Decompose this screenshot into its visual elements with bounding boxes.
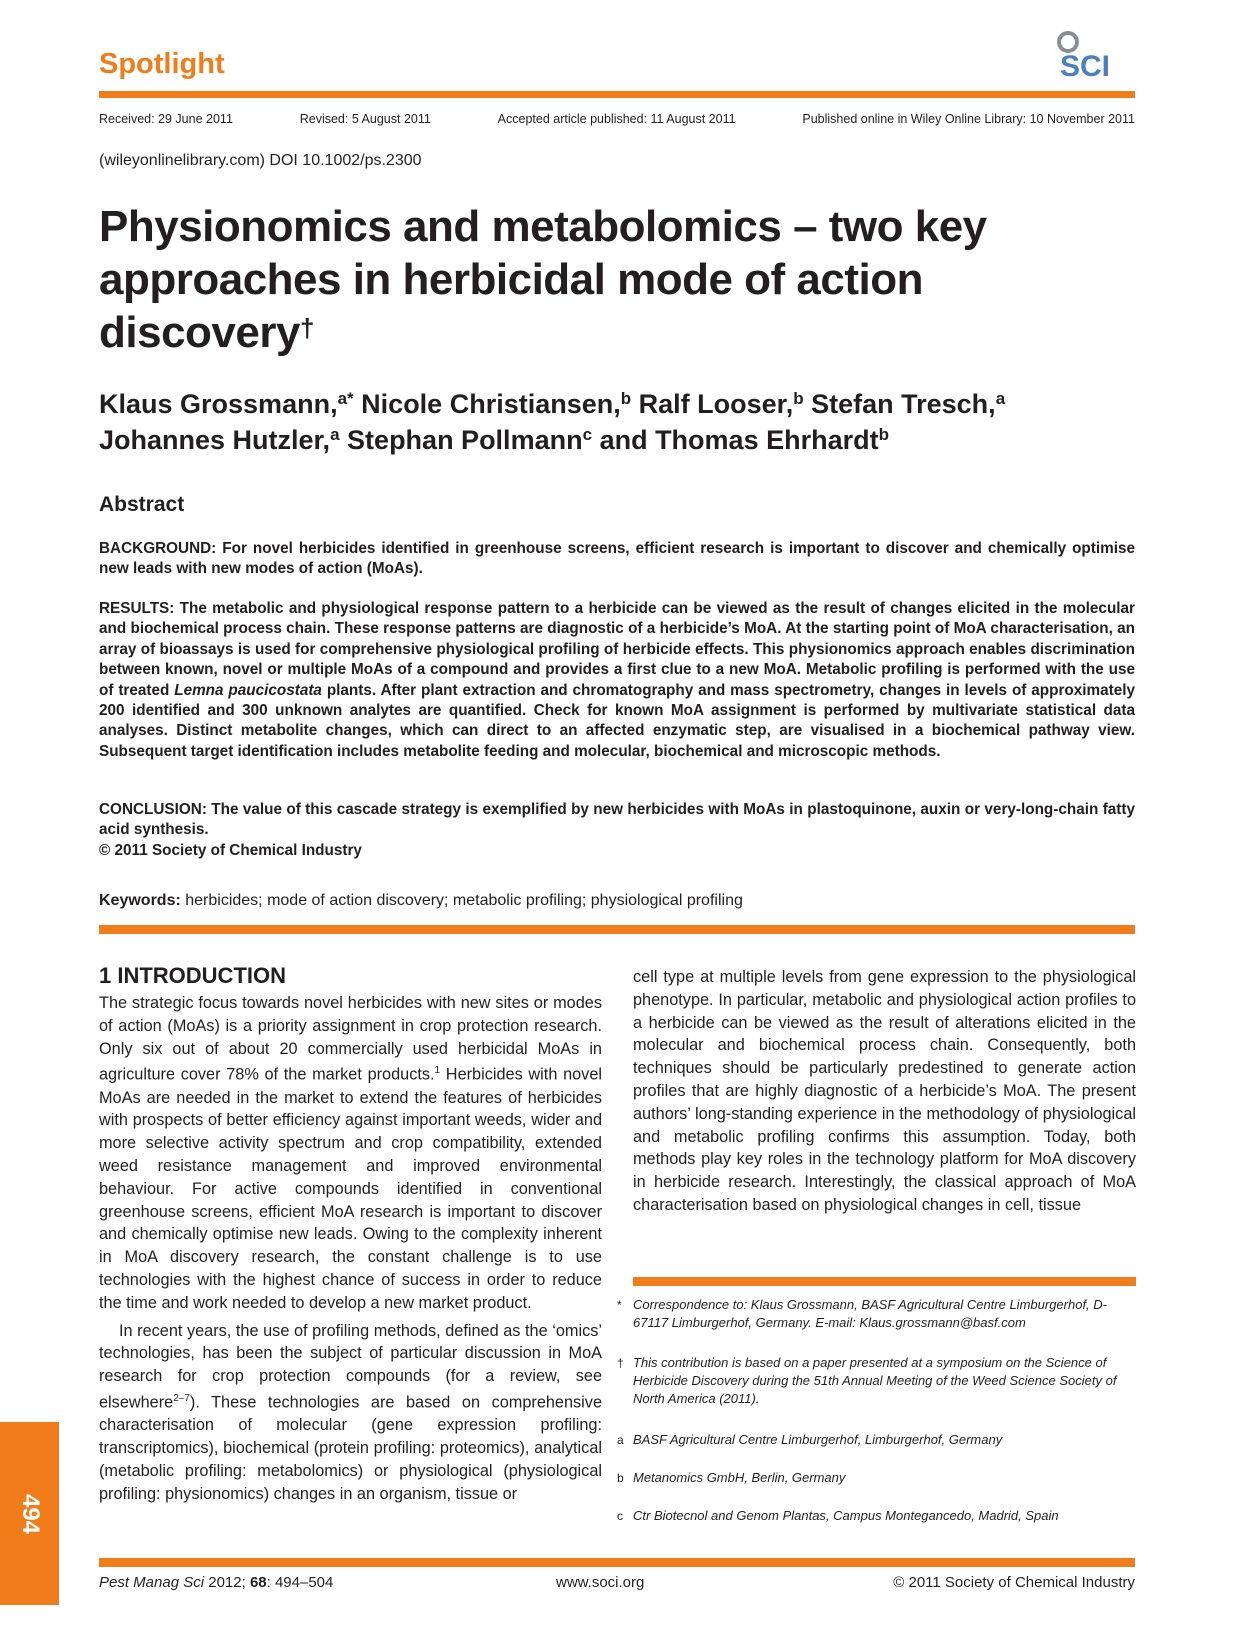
author-name: Ralf Looser, bbox=[638, 389, 794, 419]
footnote: * Correspondence to: Klaus Grossmann, BASF Agricultural Centre Limburgerhof, D-67117 Limburgerhof, Germany. E-mail: Klaus.grossmann@basf.com bbox=[617, 1297, 1107, 1330]
accepted-date: Accepted article published: 11 August 2011 bbox=[497, 112, 736, 126]
revised-date: Revised: 5 August 2011 bbox=[299, 112, 431, 126]
article-dates bbox=[99, 112, 1135, 126]
keywords-label: Keywords: bbox=[99, 892, 181, 909]
published-date: Published online in Wiley Online Library: 10 November 2011 bbox=[802, 112, 1135, 126]
author-name: Stefan Tresch, bbox=[811, 389, 996, 419]
journal-website[interactable]: www.soci.org bbox=[556, 1574, 645, 1591]
title-text: Physionomics and metabolomics – two key approaches in herbicidal mode of action discovery bbox=[99, 202, 987, 357]
paragraph: The strategic focus towards novel herbicides with new sites or modes of action (MoAs) is a priority assignment in crop protection research. Only six out of about 20 commercially used herbicidal MoAs in agriculture cover 78% of the market products.$^1$ Herbicides with novel MoAs are needed in the market to extend the features of herbicides with prospects of better efficiency against important weeds, wider and more selective activity spectrum and crop compatibility, extended weed resistance management and improved environmental behaviour. For active compounds identified in conventional greenhouse screens, efficient MoA research is important to discover and chemically optimise new leads. Owing to the complexity inherent in MoA discovery research, the constant challenge is to use technologies with the highest chance of success in order to reduce the time and work needed to develop a new market product. bbox=[99, 994, 602, 1312]
abstract-background: BACKGROUND: For novel herbicides identified in greenhouse screens, efficient research is important to discover and chemically optimise new leads with new modes of action (MoAs). bbox=[99, 540, 1135, 578]
sci-logo-text: SCI bbox=[1060, 50, 1111, 82]
section-label: Spotlight bbox=[99, 48, 225, 80]
page-number-tab bbox=[0, 1422, 59, 1605]
author-name: Klaus Grossmann, bbox=[99, 389, 338, 419]
abstract-results: RESULTS: The metabolic and physiological response pattern to a herbicide can be viewed as the result of changes elicited in the molecular and biochemical process chain. These response patterns are diagnostic of a herbicide’s MoA. At the starting point of MoA characterisation, an array of bioassays is used for comprehensive physiological profiling of herbicide effects. This physionomics approach enables discrimination between known, novel or multiple MoAs of a compound and provides a first clue to a new MoA. Metabolic profiling is performed with the use of treated Lemna paucicostata plants. After plant extraction and chromatography and mass spectrometry, changes in levels of approximately 200 identified and 300 unknown analytes are quantified. Check for known MoA assignment is performed by multivariate statistical data analyses. Distinct metabolite changes, which can direct to an affected enzymatic step, are visualised in a biochemical pathway view. Subsequent target identification includes metabolite feeding and molecular, biochemical and microscopic methods. bbox=[99, 600, 1135, 760]
title-dagger: † bbox=[299, 313, 314, 343]
affiliation: a BASF Agricultural Centre Limburgerhof, Limburgerhof, Germany bbox=[617, 1432, 1003, 1447]
footer-rule bbox=[99, 1558, 1135, 1567]
article-title bbox=[99, 200, 1099, 359]
reference[interactable]: 1 bbox=[434, 1065, 441, 1077]
author-name: and Thomas Ehrhardt bbox=[599, 425, 879, 455]
affiliation: b Metanomics GmbH, Berlin, Germany bbox=[617, 1470, 846, 1485]
paragraph: cell type at multiple levels from gene expression to the physiological phenotype. In particular, metabolic and physiological action profiles to a herbicide can be viewed as the result of alterations elicited in the molecular and biochemical process chain. Consequently, both techniques should be particularly predestined to generate action profiles that are highly diagnostic of a herbicide’s MoA. The present authors’ long-standing experience in the methodology of physiological and metabolic profiling confirms this assumption. Today, both methods play key roles in the technology platform for MoA discovery in herbicide research. Interestingly, the classical approach of MoA characterisation based on physiological changes in cell, tissue bbox=[633, 968, 1136, 1214]
intro-column-left bbox=[99, 962, 602, 1505]
author-name: Nicole Christiansen, bbox=[361, 389, 621, 419]
reference[interactable]: 2–7 bbox=[173, 1392, 190, 1404]
abstract-copyright: © 2011 Society of Chemical Industry bbox=[99, 841, 362, 859]
footnote-rule bbox=[633, 1277, 1136, 1286]
doi[interactable]: (wileyonlinelibrary.com) DOI 10.1002/ps.2300 bbox=[99, 152, 422, 169]
keywords bbox=[99, 892, 743, 910]
footnote: † This contribution is based on a paper presented at a symposium on the Science of Herbicide Discovery during the 51th Annual Meeting of the Weed Science Society of North America (2011). bbox=[617, 1355, 1117, 1406]
section-heading: 1 INTRODUCTION bbox=[99, 963, 286, 988]
author-name: Johannes Hutzler, bbox=[99, 425, 331, 455]
journal-citation: Pest Manag Sci 2012; 68: 494–504 bbox=[99, 1574, 334, 1591]
footer-copyright: © 2011 Society of Chemical Industry bbox=[893, 1574, 1135, 1591]
intro-column-right bbox=[633, 966, 1136, 1217]
page-number: 494 bbox=[17, 1493, 44, 1535]
header-rule bbox=[99, 91, 1135, 98]
abstract-conclusion: CONCLUSION: The value of this cascade strategy is exemplified by new herbicides with MoAs in plastoquinone, auxin or very-long-chain fatty acid synthesis. © 2011 Society of Chemical Industry bbox=[99, 800, 1135, 861]
sci-logo bbox=[1050, 30, 1140, 82]
author-list: Klaus Grossmann,$^{a*}$ Nicole Christiansen,$^b$ Ralf Looser,$^b$ Stefan Tresch,$^a$ Johannes Hutzler,$^a$ Stephan Pollmann$^c$ and Thomas Ehrhardt$^b$ bbox=[99, 389, 1006, 455]
keywords-text: herbicides; mode of action discovery; metabolic profiling; physiological profiling bbox=[180, 892, 743, 909]
affiliation: c Ctr Biotecnol and Genom Plantas, Campus Montegancedo, Madrid, Spain bbox=[617, 1508, 1059, 1523]
abstract-rule bbox=[99, 925, 1135, 934]
author-name: Stephan Pollmann bbox=[347, 425, 583, 455]
paragraph: In recent years, the use of profiling methods, defined as the ‘omics’ technologies, has been the subject of particular discussion in MoA research for crop protection compounds (for a review, see elsewhere$^{2-7}$). These technologies are based on comprehensive characterisation of molecular (gene expression profiling: transcriptomics), biochemical (protein profiling: proteomics), analytical (metabolic profiling: metabolomics) or physiological (physiological profiling: physionomics) changes in an organism, tissue or bbox=[99, 1321, 602, 1503]
abstract-heading: Abstract bbox=[99, 493, 185, 516]
received-date: Received: 29 June 2011 bbox=[99, 112, 233, 126]
